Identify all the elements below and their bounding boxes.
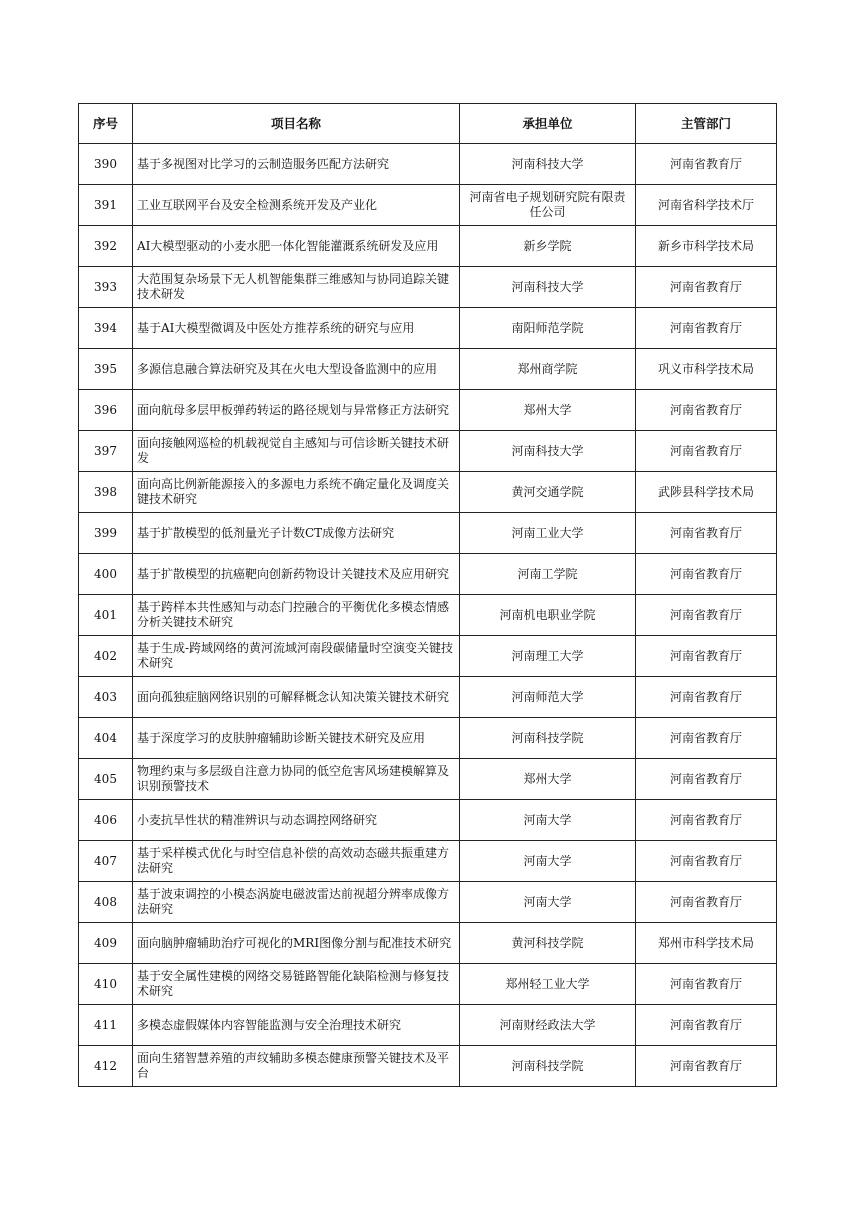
- cell-name: 工业互联网平台及安全检测系统开发及产业化: [133, 185, 460, 226]
- table-row: [79, 595, 777, 636]
- table-body: [79, 144, 777, 1087]
- cell-unit: 河南科技大学: [460, 144, 636, 185]
- table-row: [79, 882, 777, 923]
- table-header-row: [79, 104, 777, 144]
- cell-unit: 郑州大学: [460, 390, 636, 431]
- cell-unit: 河南财经政法大学: [460, 1005, 636, 1046]
- cell-num: 402: [79, 636, 133, 677]
- cell-dept: 河南省教育厅: [636, 513, 777, 554]
- cell-unit: 南阳师范学院: [460, 308, 636, 349]
- cell-num: 400: [79, 554, 133, 595]
- cell-dept: 河南省教育厅: [636, 1005, 777, 1046]
- cell-num: 406: [79, 800, 133, 841]
- table-row: [79, 472, 777, 513]
- header-num: 序号: [79, 104, 133, 144]
- cell-dept: 河南省教育厅: [636, 718, 777, 759]
- cell-name: 面向接触网巡检的机载视觉自主感知与可信诊断关键技术研发: [133, 431, 460, 472]
- cell-unit: 河南机电职业学院: [460, 595, 636, 636]
- cell-unit: 郑州商学院: [460, 349, 636, 390]
- cell-dept: 新乡市科学技术局: [636, 226, 777, 267]
- cell-unit: 新乡学院: [460, 226, 636, 267]
- cell-dept: 郑州市科学技术局: [636, 923, 777, 964]
- cell-dept: 巩义市科学技术局: [636, 349, 777, 390]
- cell-num: 390: [79, 144, 133, 185]
- table-row: [79, 841, 777, 882]
- table-row: [79, 185, 777, 226]
- cell-unit: 河南大学: [460, 841, 636, 882]
- table-row: [79, 923, 777, 964]
- cell-name: 基于扩散模型的低剂量光子计数CT成像方法研究: [133, 513, 460, 554]
- table-row: [79, 144, 777, 185]
- cell-unit: 黄河科技学院: [460, 923, 636, 964]
- header-unit: 承担单位: [460, 104, 636, 144]
- cell-name: 基于扩散模型的抗癌靶向创新药物设计关键技术及应用研究: [133, 554, 460, 595]
- cell-num: 411: [79, 1005, 133, 1046]
- cell-dept: 河南省教育厅: [636, 677, 777, 718]
- cell-num: 405: [79, 759, 133, 800]
- cell-dept: 河南省教育厅: [636, 431, 777, 472]
- cell-num: 408: [79, 882, 133, 923]
- cell-unit: 河南大学: [460, 800, 636, 841]
- cell-unit: 河南科技大学: [460, 431, 636, 472]
- cell-unit: 河南理工大学: [460, 636, 636, 677]
- cell-name: 物理约束与多层级自注意力协同的低空危害风场建模解算及识别预警技术: [133, 759, 460, 800]
- cell-name: 基于安全属性建模的网络交易链路智能化缺陷检测与修复技术研究: [133, 964, 460, 1005]
- cell-dept: 河南省教育厅: [636, 595, 777, 636]
- cell-num: 407: [79, 841, 133, 882]
- table-row: [79, 1005, 777, 1046]
- table-row: [79, 349, 777, 390]
- table-row: [79, 308, 777, 349]
- cell-num: 404: [79, 718, 133, 759]
- cell-dept: 河南省教育厅: [636, 636, 777, 677]
- table-row: [79, 267, 777, 308]
- cell-num: 401: [79, 595, 133, 636]
- table-row: [79, 431, 777, 472]
- cell-name: 面向生猪智慧养殖的声纹辅助多模态健康预警关键技术及平台: [133, 1046, 460, 1087]
- cell-num: 394: [79, 308, 133, 349]
- header-dept: 主管部门: [636, 104, 777, 144]
- cell-dept: 河南省教育厅: [636, 882, 777, 923]
- cell-num: 398: [79, 472, 133, 513]
- cell-unit: 郑州轻工业大学: [460, 964, 636, 1005]
- cell-name: 基于波束调控的小模态涡旋电磁波雷达前视超分辨率成像方法研究: [133, 882, 460, 923]
- cell-name: 基于跨样本共性感知与动态门控融合的平衡优化多模态情感分析关键技术研究: [133, 595, 460, 636]
- cell-dept: 河南省科学技术厅: [636, 185, 777, 226]
- cell-unit: 河南工业大学: [460, 513, 636, 554]
- table-row: [79, 554, 777, 595]
- table-row: [79, 636, 777, 677]
- cell-unit: 郑州大学: [460, 759, 636, 800]
- cell-num: 399: [79, 513, 133, 554]
- cell-dept: 河南省教育厅: [636, 841, 777, 882]
- cell-name: 基于多视图对比学习的云制造服务匹配方法研究: [133, 144, 460, 185]
- cell-name: 大范围复杂场景下无人机智能集群三维感知与协同追踪关键技术研发: [133, 267, 460, 308]
- cell-unit: 河南省电子规划研究院有限责任公司: [460, 185, 636, 226]
- cell-unit: 河南大学: [460, 882, 636, 923]
- cell-name: AI大模型驱动的小麦水肥一体化智能灌溉系统研发及应用: [133, 226, 460, 267]
- cell-dept: 河南省教育厅: [636, 390, 777, 431]
- cell-dept: 河南省教育厅: [636, 964, 777, 1005]
- cell-name: 小麦抗旱性状的精准辨识与动态调控网络研究: [133, 800, 460, 841]
- cell-name: 面向孤独症脑网络识别的可解释概念认知决策关键技术研究: [133, 677, 460, 718]
- table-row: [79, 759, 777, 800]
- cell-name: 多源信息融合算法研究及其在火电大型设备监测中的应用: [133, 349, 460, 390]
- cell-unit: 河南师范大学: [460, 677, 636, 718]
- cell-num: 396: [79, 390, 133, 431]
- table-row: [79, 677, 777, 718]
- cell-unit: 河南工学院: [460, 554, 636, 595]
- cell-dept: 武陟县科学技术局: [636, 472, 777, 513]
- cell-num: 397: [79, 431, 133, 472]
- cell-name: 面向高比例新能源接入的多源电力系统不确定量化及调度关键技术研究: [133, 472, 460, 513]
- cell-dept: 河南省教育厅: [636, 308, 777, 349]
- table-row: [79, 964, 777, 1005]
- cell-num: 412: [79, 1046, 133, 1087]
- cell-name: 多模态虚假媒体内容智能监测与安全治理技术研究: [133, 1005, 460, 1046]
- project-table: [78, 103, 777, 1087]
- cell-dept: 河南省教育厅: [636, 1046, 777, 1087]
- table-row: [79, 1046, 777, 1087]
- cell-name: 基于生成-跨域网络的黄河流域河南段碳储量时空演变关键技术研究: [133, 636, 460, 677]
- cell-num: 392: [79, 226, 133, 267]
- cell-dept: 河南省教育厅: [636, 144, 777, 185]
- cell-name: 基于深度学习的皮肤肿瘤辅助诊断关键技术研究及应用: [133, 718, 460, 759]
- cell-unit: 河南科技学院: [460, 1046, 636, 1087]
- cell-num: 391: [79, 185, 133, 226]
- cell-dept: 河南省教育厅: [636, 554, 777, 595]
- cell-num: 393: [79, 267, 133, 308]
- header-name: 项目名称: [133, 104, 460, 144]
- cell-unit: 河南科技学院: [460, 718, 636, 759]
- cell-dept: 河南省教育厅: [636, 759, 777, 800]
- cell-num: 403: [79, 677, 133, 718]
- cell-num: 395: [79, 349, 133, 390]
- table-row: [79, 513, 777, 554]
- cell-name: 基于采样模式优化与时空信息补偿的高效动态磁共振重建方法研究: [133, 841, 460, 882]
- cell-dept: 河南省教育厅: [636, 800, 777, 841]
- cell-num: 409: [79, 923, 133, 964]
- table-row: [79, 800, 777, 841]
- cell-dept: 河南省教育厅: [636, 267, 777, 308]
- table-row: [79, 718, 777, 759]
- cell-unit: 河南科技大学: [460, 267, 636, 308]
- cell-name: 基于AI大模型微调及中医处方推荐系统的研究与应用: [133, 308, 460, 349]
- cell-unit: 黄河交通学院: [460, 472, 636, 513]
- table-row: [79, 390, 777, 431]
- cell-num: 410: [79, 964, 133, 1005]
- table-row: [79, 226, 777, 267]
- cell-name: 面向脑肿瘤辅助治疗可视化的MRI图像分割与配准技术研究: [133, 923, 460, 964]
- cell-name: 面向航母多层甲板弹药转运的路径规划与异常修正方法研究: [133, 390, 460, 431]
